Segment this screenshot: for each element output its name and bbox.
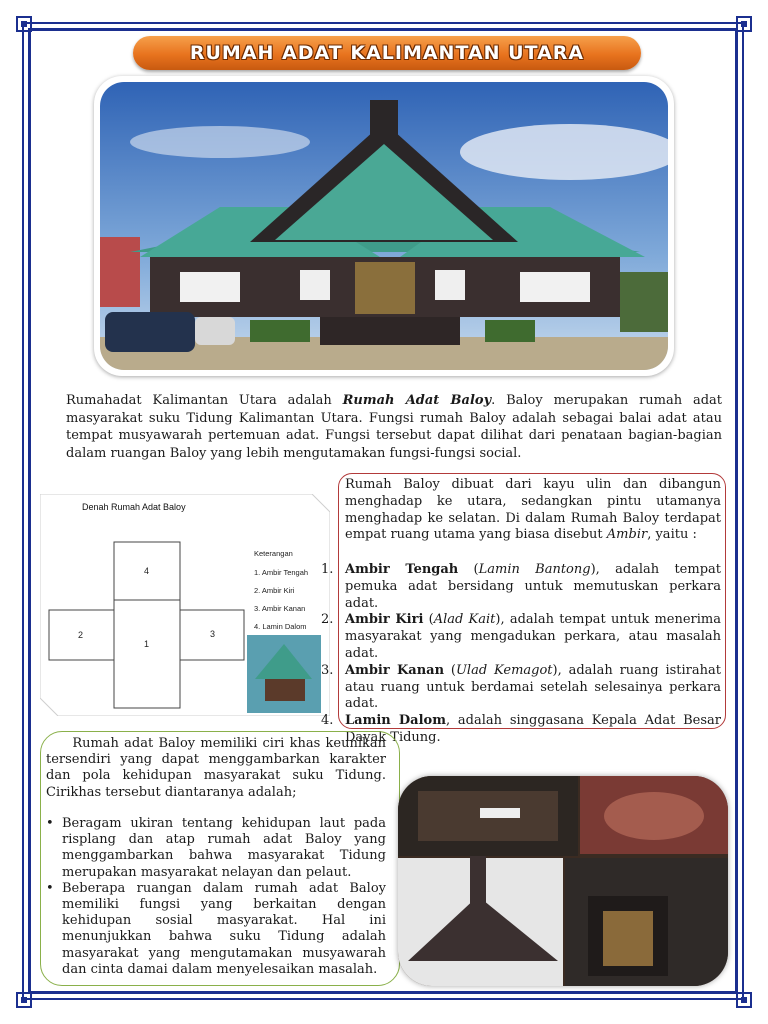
item-number: 3. (321, 662, 334, 678)
ambir-intro-text: Rumah Baloy dibuat dari kayu ulin dan dibangun menghadap ke utara, sedangkan pintu utamanya menghadap ke selatan. Di dalam Rumah Baloy terdapat empat ruang utama yang biasa disebut (345, 477, 721, 543)
floor-plan-title: Denah Rumah Adat Baloy (82, 502, 186, 512)
room-label: 1 (144, 639, 150, 649)
rumah-baloy-photo (100, 82, 668, 370)
ciri-intro (46, 736, 386, 801)
floor-plan (40, 494, 330, 716)
item-name: Ambir Kanan (345, 662, 445, 678)
ambir-item (321, 713, 721, 747)
ciri-bullet-text: Beragam ukiran tentang kehidupan laut pada risplang dan atap rumah adat Baloy yang menggambarkan bahwa masyarakat Tidung merupakan masyarakat nelayan dan pelaut. (62, 816, 386, 880)
corner-ornament-icon (736, 16, 752, 32)
intro-text-cont: . Baloy merupakan rumah adat masyarakat suku Tidung Kalimantan Utara. Fungsi rumah Baloy adalah sebagai balai adat atau tempat musyawarah pertemuan adat. Fungsi tersebut dapat dilihat dari penataan bagian-bagian dalam ruangan Baloy yang lebih mengutamakan fungsi-fungsi social. (66, 393, 723, 461)
item-desc: , adalah singgasana Kepala Adat Besar Dayak Tidung. (345, 713, 721, 745)
corner-ornament-icon (16, 992, 32, 1008)
ambir-intro (345, 477, 721, 544)
detail-photo-collage (398, 776, 728, 986)
ambir-item: 2. Ambir Kiri (Alad Kait), adalah tempat untuk menerima masyarakat yang mengadukan perkara, atau masalah adat. (321, 612, 721, 661)
main-photo (94, 76, 674, 376)
intro-paragraph (66, 392, 722, 462)
item-number: 2. (321, 612, 334, 628)
item-alt-name: Ulad Kemagot (455, 662, 553, 678)
legend-item: 4. Lamin Dalom (254, 622, 307, 631)
ciri-bullet-text: Beberapa ruangan dalam rumah adat Baloy memiliki fungsi yang berkaitan dengan kehidupan sosial masyarakat. Hal ini menunjukkan bahwa suku Tidung adalah masyarakat yang mengutamakan musyawarah dan cinta damai dalam menyelesaikan masalah. (62, 880, 386, 977)
item-desc: , adalah tempat pemuka adat bersidang untuk memutuskan perkara adat. (345, 562, 721, 611)
corner-ornament-icon (736, 992, 752, 1008)
room-label: 3 (210, 629, 216, 639)
room-label: 4 (144, 566, 150, 576)
intro-bold: Rumah Adat Baloy (342, 393, 492, 408)
item-desc: , adalah ruang istirahat atau ruang untuk berdamai setelah selesainya perkara adat. (345, 662, 721, 712)
bullet-icon: • (46, 816, 54, 831)
item-desc: , adalah tempat untuk menerima masyarakat yang mengadukan perkara, atau masalah adat. (345, 612, 721, 661)
ambir-intro-end: , yaitu : (647, 527, 697, 543)
corner-ornament-icon (16, 16, 32, 32)
legend-item: 1. Ambir Tengah (254, 568, 309, 577)
title-banner (133, 36, 641, 70)
ciri-list (46, 816, 386, 978)
page-title: RUMAH ADAT KALIMANTAN UTARA (189, 42, 585, 64)
item-number: 4. (321, 713, 334, 729)
legend-item: 3. Ambir Kanan (254, 604, 306, 613)
ambir-intro-italic: Ambir (606, 527, 648, 543)
ambir-list (321, 562, 721, 747)
ciri-bullet (46, 816, 386, 881)
legend-item: 2. Ambir Kiri (254, 586, 295, 595)
item-name: Ambir Tengah (345, 562, 459, 577)
ambir-item: 1. Ambir Tengah (Lamin Bantong), adalah tempat pemuka adat bersidang untuk memutuskan perkara adat. (321, 562, 721, 611)
item-number: 1. (321, 562, 334, 577)
item-alt-name: Lamin Bantong (478, 562, 591, 577)
item-name: Ambir Kiri (345, 612, 424, 628)
room-label: 2 (78, 630, 84, 640)
collage-image (398, 776, 728, 986)
bullet-icon: • (46, 880, 54, 896)
item-alt-name: Alad Kait (433, 612, 496, 628)
ciri-bullet (46, 881, 386, 978)
ciri-intro-text: Rumah adat Baloy memiliki ciri khas keunikan tersendiri yang dapat menggambarkan karakter dan pola kehidupan masyarakat suku Tidung. Cirikhas tersebut diantaranya adalah; (46, 736, 386, 800)
legend-title: Keterangan (254, 549, 293, 558)
ambir-item: 3. Ambir Kanan (Ulad Kemagot), adalah ruang istirahat atau ruang untuk berdamai setelah selesainya perkara adat. (321, 662, 721, 712)
item-name: Lamin Dalom (345, 713, 446, 729)
intro-text: Rumahadat Kalimantan Utara adalah (66, 393, 343, 408)
